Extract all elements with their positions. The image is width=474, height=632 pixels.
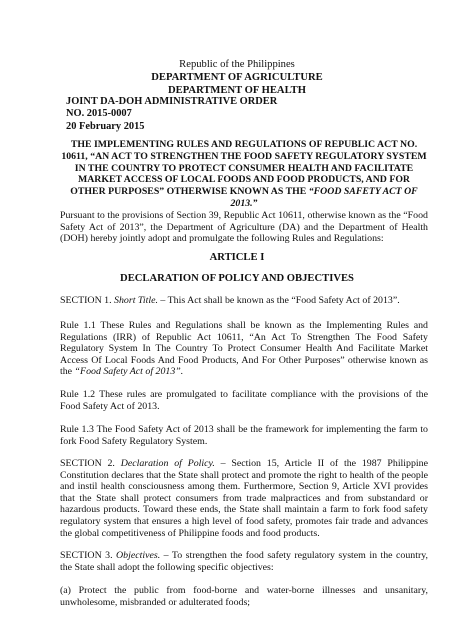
header-department-agriculture: DEPARTMENT OF AGRICULTURE	[151, 72, 323, 83]
title-main: THE IMPLEMENTING RULES AND REGULATIONS OF REPUBLIC ACT NO. 10611, “AN ACT TO STRENGTHEN THE FOOD SAFETY REGULATORY SYSTEM IN THE COUNTRY TO PROTECT CONSUMER HEALTH AND FACILITATE MARKET ACCESS OF LOCAL FOODS AND FOOD PRODUCTS, AND FOR OTHER PURPOSES” OTHERWISE KNOWN AS THE	[61, 139, 427, 198]
preamble-paragraph: Pursuant to the provisions of Section 39, Republic Act 10611, otherwise known as the “Food Safety Act of 2013”, the Department of Agriculture (DA) and the Department of Health (DOH) hereby jointly adopt and promulgate the following Rules and Regulations:	[60, 210, 428, 245]
title-emphasis: “FOOD SAFETY ACT OF 2013.”	[230, 186, 418, 209]
rule-1-1	[60, 320, 428, 378]
section-3-prefix: SECTION 3.	[60, 550, 113, 561]
section-1-text: – This Act shall be known as the “Food Safety Act of 2013”.	[160, 295, 400, 306]
order-type: JOINT DA-DOH ADMINISTRATIVE ORDER	[66, 96, 278, 107]
header-republic: Republic of the Philippines	[179, 59, 295, 70]
section-3-title: Objectives.	[116, 550, 161, 561]
section-2-title: Declaration of Policy.	[120, 458, 215, 469]
header-department-health: DEPARTMENT OF HEALTH	[168, 85, 306, 96]
order-block	[66, 96, 277, 133]
section-1	[60, 295, 428, 307]
document-header	[0, 58, 474, 97]
section-3-text: – To strengthen the food safety regulatory system in the country, the State shall adopt the following specific objectives:	[60, 550, 428, 573]
article-heading: DECLARATION OF POLICY AND OBJECTIVES	[120, 273, 354, 284]
rule-1-2: Rule 1.2 These rules are promulgated to facilitate compliance with the provisions of the Food Safety Act of 2013.	[60, 389, 428, 412]
section-3	[60, 550, 428, 573]
rule-1-3: Rule 1.3 The Food Safety Act of 2013 shall be the framework for implementing the farm to fork Food Safety Regulatory System.	[60, 424, 428, 447]
section-2-prefix: SECTION 2.	[60, 458, 115, 469]
article-number: ARTICLE I	[209, 252, 265, 263]
section-2	[60, 458, 428, 539]
document-title	[60, 139, 428, 210]
section-1-title: Short Title.	[114, 295, 158, 306]
rule-1-1-text: Rule 1.1 These Rules and Regulations shall be known as the Implementing Rules and Regulations (IRR) of Republic Act 10611, “An Act To Strengthen The Food Safety Regulatory System In The Country To Protect Consumer Health And Facilitate Market Access Of Local Foods And Food Products, And For Other Purposes” otherwise known as the	[60, 320, 428, 378]
rule-1-1-emphasis: “Food Safety Act of 2013”.	[74, 366, 184, 378]
order-number: NO. 2015-0007	[66, 108, 132, 120]
order-date: 20 February 2015	[66, 120, 145, 132]
section-3-item-a: (a) Protect the public from food-borne and water-borne illnesses and unsanitary, unwholesome, misbranded or adulterated foods;	[60, 585, 428, 608]
section-2-text: – Section 15, Article II of the 1987 Philippine Constitution declares that the State shall protect and promote the right to health of the people and instil health consciousness among them. Furthermore, Section 9, Article XVI provides that the State shall protect consumers from trade malpractices and from substandard or hazardous products. Toward these ends, the State shall maintain a farm to fork food safety regulatory system that ensures a high level of food safety, promotes fair trade and advances the global competitiveness of Philippine foods and food products.	[60, 458, 428, 539]
section-1-prefix: SECTION 1.	[60, 295, 112, 306]
